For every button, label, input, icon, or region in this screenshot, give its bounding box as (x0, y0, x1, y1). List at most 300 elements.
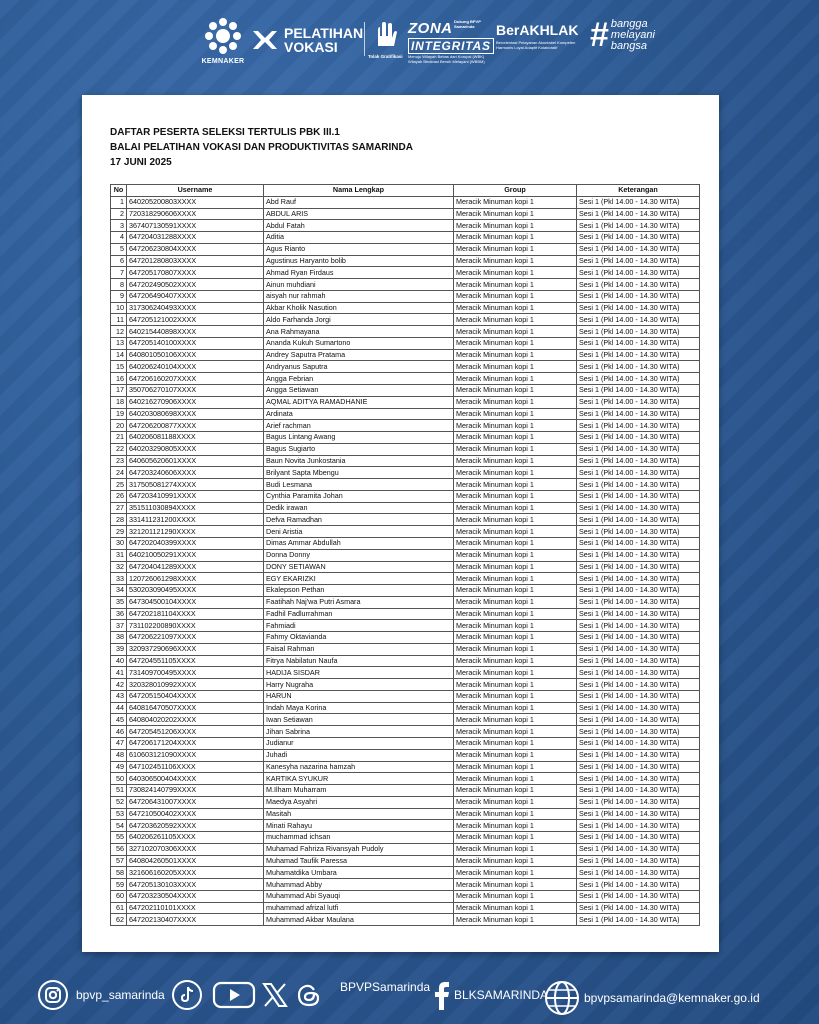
cell-group: Meracik Minuman kopi 1 (454, 385, 577, 397)
cell-keterangan: Sesi 1 (Pkl 14.00 - 14.30 WITA) (577, 267, 700, 279)
cell-no: 26 (111, 490, 127, 502)
cell-no: 4 (111, 232, 127, 244)
berakhlak-description: Berorientasi Pelayanan Akuntabel Kompeten Harmonis Loyal Adaptif Kolaboratif (496, 40, 576, 50)
cell-nama-lengkap: Budi Lesmana (264, 479, 454, 491)
table-row (111, 314, 700, 326)
cell-keterangan: Sesi 1 (Pkl 14.00 - 14.30 WITA) (577, 832, 700, 844)
title-line-1: DAFTAR PESERTA SELEKSI TERTULIS PBK III.1 (110, 127, 340, 138)
cell-no: 39 (111, 643, 127, 655)
cell-group: Meracik Minuman kopi 1 (454, 408, 577, 420)
cell-no: 36 (111, 608, 127, 620)
title-line-2: BALAI PELATIHAN VOKASI DAN PRODUKTIVITAS SAMARINDA (110, 142, 413, 153)
cell-keterangan: Sesi 1 (Pkl 14.00 - 14.30 WITA) (577, 243, 700, 255)
cell-username: 317306240493XXXX (127, 302, 264, 314)
cell-no: 2 (111, 208, 127, 220)
cell-no: 38 (111, 632, 127, 644)
instagram-handle: bpvp_samarinda (76, 988, 165, 1002)
cell-no: 31 (111, 549, 127, 561)
cell-no: 43 (111, 690, 127, 702)
cell-nama-lengkap: Indah Maya Korina (264, 702, 454, 714)
bpvpsamarinda-handle: BPVPSamarinda (340, 980, 431, 994)
cell-nama-lengkap: Deni Aristia (264, 526, 454, 538)
table-row (111, 537, 700, 549)
cell-no: 24 (111, 467, 127, 479)
cell-group: Meracik Minuman kopi 1 (454, 420, 577, 432)
cell-username: 647206221097XXXX (127, 632, 264, 644)
cell-no: 58 (111, 867, 127, 879)
cell-group: Meracik Minuman kopi 1 (454, 396, 577, 408)
kemnaker-logo (198, 16, 248, 78)
table-row (111, 820, 700, 832)
cell-keterangan: Sesi 1 (Pkl 14.00 - 14.30 WITA) (577, 537, 700, 549)
cell-no: 27 (111, 502, 127, 514)
cell-username: 120726061298XXXX (127, 573, 264, 585)
cell-keterangan: Sesi 1 (Pkl 14.00 - 14.30 WITA) (577, 632, 700, 644)
cell-keterangan: Sesi 1 (Pkl 14.00 - 14.30 WITA) (577, 585, 700, 597)
cell-username: 647206431007XXXX (127, 796, 264, 808)
table-row (111, 608, 700, 620)
cell-nama-lengkap: Jihan Sabrina (264, 726, 454, 738)
cell-nama-lengkap: Donna Donny (264, 549, 454, 561)
threads-link[interactable] (294, 980, 324, 1010)
cell-group: Meracik Minuman kopi 1 (454, 867, 577, 879)
cell-nama-lengkap: Angga Setiawan (264, 385, 454, 397)
cell-no: 32 (111, 561, 127, 573)
cell-no: 59 (111, 879, 127, 891)
cell-group: Meracik Minuman kopi 1 (454, 690, 577, 702)
cell-keterangan: Sesi 1 (Pkl 14.00 - 14.30 WITA) (577, 443, 700, 455)
cell-nama-lengkap: Harry Nugraha (264, 679, 454, 691)
cell-keterangan: Sesi 1 (Pkl 14.00 - 14.30 WITA) (577, 773, 700, 785)
document-title (110, 125, 413, 170)
facebook-icon (432, 980, 452, 1010)
hashtag-icon: # (590, 16, 609, 54)
table-row (111, 585, 700, 597)
cell-nama-lengkap: Masitah (264, 808, 454, 820)
cell-no: 7 (111, 267, 127, 279)
cell-group: Meracik Minuman kopi 1 (454, 467, 577, 479)
cell-nama-lengkap: Muhamatdika Umbara (264, 867, 454, 879)
cell-keterangan: Sesi 1 (Pkl 14.00 - 14.30 WITA) (577, 843, 700, 855)
cell-keterangan: Sesi 1 (Pkl 14.00 - 14.30 WITA) (577, 337, 700, 349)
cell-no: 45 (111, 714, 127, 726)
cell-no: 16 (111, 373, 127, 385)
cell-nama-lengkap: Maedya Asyahri (264, 796, 454, 808)
table-row (111, 879, 700, 891)
cell-nama-lengkap: HADIJA SISDAR (264, 667, 454, 679)
cell-nama-lengkap: Muhamad Taufik Paressa (264, 855, 454, 867)
cell-keterangan: Sesi 1 (Pkl 14.00 - 14.30 WITA) (577, 290, 700, 302)
cell-group: Meracik Minuman kopi 1 (454, 432, 577, 444)
cell-no: 17 (111, 385, 127, 397)
cell-group: Meracik Minuman kopi 1 (454, 679, 577, 691)
berakhlak-logo (496, 22, 591, 50)
cell-no: 44 (111, 702, 127, 714)
cell-no: 21 (111, 432, 127, 444)
table-row (111, 914, 700, 926)
cell-username: 647201280803XXXX (127, 255, 264, 267)
cell-nama-lengkap: Defva Ramadhan (264, 514, 454, 526)
cell-no: 35 (111, 596, 127, 608)
cell-no: 55 (111, 832, 127, 844)
cell-no: 53 (111, 808, 127, 820)
cell-nama-lengkap: Baun Novita Junkostania (264, 455, 454, 467)
cell-nama-lengkap: Muhammad Abi Syauqi (264, 890, 454, 902)
cell-group: Meracik Minuman kopi 1 (454, 314, 577, 326)
table-row (111, 479, 700, 491)
cell-no: 50 (111, 773, 127, 785)
cell-no: 20 (111, 420, 127, 432)
cell-keterangan: Sesi 1 (Pkl 14.00 - 14.30 WITA) (577, 737, 700, 749)
table-row (111, 714, 700, 726)
cell-keterangan: Sesi 1 (Pkl 14.00 - 14.30 WITA) (577, 561, 700, 573)
cell-group: Meracik Minuman kopi 1 (454, 761, 577, 773)
email-link[interactable] (544, 980, 760, 1016)
cell-no: 37 (111, 620, 127, 632)
web-globe-icon (544, 980, 580, 1016)
x-twitter-link[interactable] (260, 980, 290, 1010)
table-row (111, 385, 700, 397)
cell-nama-lengkap: Ahmad Ryan Firdaus (264, 267, 454, 279)
kemnaker-label: KEMNAKER (201, 58, 245, 65)
cell-nama-lengkap: Ana Rahmayana (264, 326, 454, 338)
cell-nama-lengkap: Agustinus Haryanto bolib (264, 255, 454, 267)
cell-no: 33 (111, 573, 127, 585)
bangga-melayani-bangsa-logo (590, 18, 655, 52)
cell-keterangan: Sesi 1 (Pkl 14.00 - 14.30 WITA) (577, 455, 700, 467)
cell-no: 13 (111, 337, 127, 349)
cell-username: 640210050291XXXX (127, 549, 264, 561)
threads-icon (294, 980, 324, 1010)
cell-group: Meracik Minuman kopi 1 (454, 279, 577, 291)
table-row (111, 749, 700, 761)
cell-keterangan: Sesi 1 (Pkl 14.00 - 14.30 WITA) (577, 349, 700, 361)
document-page (82, 95, 719, 952)
cell-nama-lengkap: Judianur (264, 737, 454, 749)
cell-keterangan: Sesi 1 (Pkl 14.00 - 14.30 WITA) (577, 549, 700, 561)
cell-group: Meracik Minuman kopi 1 (454, 914, 577, 926)
cell-no: 3 (111, 220, 127, 232)
column-header-no: No (111, 185, 127, 197)
cell-group: Meracik Minuman kopi 1 (454, 220, 577, 232)
cell-nama-lengkap: Muhamad Fahriza Rivansyah Pudoly (264, 843, 454, 855)
cell-username: 351511030894XXXX (127, 502, 264, 514)
cell-group: Meracik Minuman kopi 1 (454, 455, 577, 467)
cell-group: Meracik Minuman kopi 1 (454, 290, 577, 302)
table-row (111, 455, 700, 467)
cell-keterangan: Sesi 1 (Pkl 14.00 - 14.30 WITA) (577, 655, 700, 667)
table-row (111, 737, 700, 749)
x-icon (260, 980, 290, 1010)
bpvpsamarinda-handle-link[interactable] (332, 980, 430, 994)
cell-nama-lengkap: Kanesyha nazarina hamzah (264, 761, 454, 773)
cell-nama-lengkap: KARTIKA SYUKUR (264, 773, 454, 785)
cell-keterangan: Sesi 1 (Pkl 14.00 - 14.30 WITA) (577, 620, 700, 632)
table-body (111, 196, 700, 925)
cell-no: 22 (111, 443, 127, 455)
cell-nama-lengkap: aisyah nur rahmah (264, 290, 454, 302)
cell-group: Meracik Minuman kopi 1 (454, 796, 577, 808)
cell-username: 647205170807XXXX (127, 267, 264, 279)
cell-keterangan: Sesi 1 (Pkl 14.00 - 14.30 WITA) (577, 702, 700, 714)
cell-keterangan: Sesi 1 (Pkl 14.00 - 14.30 WITA) (577, 714, 700, 726)
email-address: bpvpsamarinda@kemnaker.go.id (584, 991, 760, 1005)
cell-group: Meracik Minuman kopi 1 (454, 726, 577, 738)
cell-nama-lengkap: Abdul Fatah (264, 220, 454, 232)
cell-no: 19 (111, 408, 127, 420)
cell-username: 640605620601XXXX (127, 455, 264, 467)
cell-nama-lengkap: Juhadi (264, 749, 454, 761)
cell-group: Meracik Minuman kopi 1 (454, 902, 577, 914)
cell-nama-lengkap: AQMAL ADITYA RAMADHANIE (264, 396, 454, 408)
table-row (111, 832, 700, 844)
cell-keterangan: Sesi 1 (Pkl 14.00 - 14.30 WITA) (577, 514, 700, 526)
cell-group: Meracik Minuman kopi 1 (454, 479, 577, 491)
cell-nama-lengkap: Ananda Kukuh Sumartono (264, 337, 454, 349)
cell-keterangan: Sesi 1 (Pkl 14.00 - 14.30 WITA) (577, 914, 700, 926)
cell-group: Meracik Minuman kopi 1 (454, 373, 577, 385)
cell-username: 640203290805XXXX (127, 443, 264, 455)
cell-group: Meracik Minuman kopi 1 (454, 737, 577, 749)
cell-group: Meracik Minuman kopi 1 (454, 773, 577, 785)
berakhlak-title: BerAKHLAK (496, 22, 579, 38)
table-row (111, 690, 700, 702)
table-row (111, 361, 700, 373)
table-row (111, 902, 700, 914)
table-row (111, 220, 700, 232)
table-row (111, 549, 700, 561)
table-row (111, 573, 700, 585)
cell-keterangan: Sesi 1 (Pkl 14.00 - 14.30 WITA) (577, 302, 700, 314)
cell-group: Meracik Minuman kopi 1 (454, 620, 577, 632)
cell-nama-lengkap: HARUN (264, 690, 454, 702)
cell-keterangan: Sesi 1 (Pkl 14.00 - 14.30 WITA) (577, 608, 700, 620)
cell-username: 367407130591XXXX (127, 220, 264, 232)
cell-keterangan: Sesi 1 (Pkl 14.00 - 14.30 WITA) (577, 232, 700, 244)
cell-group: Meracik Minuman kopi 1 (454, 349, 577, 361)
cell-username: 647205451206XXXX (127, 726, 264, 738)
table-row (111, 267, 700, 279)
bangga-word-3: bangsa (610, 39, 648, 52)
cell-no: 28 (111, 514, 127, 526)
table-row (111, 526, 700, 538)
cell-nama-lengkap: muchammad ichsan (264, 832, 454, 844)
cell-group: Meracik Minuman kopi 1 (454, 843, 577, 855)
cell-no: 18 (111, 396, 127, 408)
cell-username: 610603121090XXXX (127, 749, 264, 761)
table-row (111, 643, 700, 655)
cell-keterangan: Sesi 1 (Pkl 14.00 - 14.30 WITA) (577, 396, 700, 408)
cell-username: 647205121002XXXX (127, 314, 264, 326)
cell-username: 640206240104XXXX (127, 361, 264, 373)
cell-nama-lengkap: Dedik irawan (264, 502, 454, 514)
cell-keterangan: Sesi 1 (Pkl 14.00 - 14.30 WITA) (577, 490, 700, 502)
cell-group: Meracik Minuman kopi 1 (454, 361, 577, 373)
facebook-link[interactable] (432, 980, 548, 1010)
pelatihan-line1: PELATIHAN (284, 25, 364, 41)
footer-social-bar (0, 972, 819, 1022)
table-row (111, 596, 700, 608)
table-row (111, 373, 700, 385)
tiktok-icon (172, 980, 202, 1010)
cell-group: Meracik Minuman kopi 1 (454, 879, 577, 891)
table-row (111, 632, 700, 644)
cell-no: 23 (111, 455, 127, 467)
table-row (111, 302, 700, 314)
cell-keterangan: Sesi 1 (Pkl 14.00 - 14.30 WITA) (577, 279, 700, 291)
cell-username: 320328010992XXXX (127, 679, 264, 691)
cell-keterangan: Sesi 1 (Pkl 14.00 - 14.30 WITA) (577, 573, 700, 585)
cell-nama-lengkap: muhammad afrizal lutfi (264, 902, 454, 914)
cell-nama-lengkap: Fitrya Nabilatun Naufa (264, 655, 454, 667)
cell-no: 40 (111, 655, 127, 667)
column-header-nama-lengkap: Nama Lengkap (264, 185, 454, 197)
cell-username: 320937290696XXXX (127, 643, 264, 655)
cell-no: 14 (111, 349, 127, 361)
cell-username: 640804020202XXXX (127, 714, 264, 726)
cell-username: 647206200877XXXX (127, 420, 264, 432)
cell-username: 640205200803XXXX (127, 196, 264, 208)
bangga-word-2: melayani (610, 28, 655, 41)
table-row (111, 561, 700, 573)
cell-username: 730824140799XXXX (127, 785, 264, 797)
cell-nama-lengkap: Cynthia Paramita Johan (264, 490, 454, 502)
cell-group: Meracik Minuman kopi 1 (454, 785, 577, 797)
cell-username: 530203090495XXXX (127, 585, 264, 597)
cell-group: Meracik Minuman kopi 1 (454, 255, 577, 267)
table-row (111, 290, 700, 302)
cell-group: Meracik Minuman kopi 1 (454, 714, 577, 726)
cell-username: 647203230504XXXX (127, 890, 264, 902)
kemnaker-gear-icon (203, 16, 243, 56)
cell-no: 60 (111, 890, 127, 902)
cell-group: Meracik Minuman kopi 1 (454, 337, 577, 349)
cell-keterangan: Sesi 1 (Pkl 14.00 - 14.30 WITA) (577, 526, 700, 538)
cell-no: 9 (111, 290, 127, 302)
cell-group: Meracik Minuman kopi 1 (454, 832, 577, 844)
cell-no: 15 (111, 361, 127, 373)
cell-keterangan: Sesi 1 (Pkl 14.00 - 14.30 WITA) (577, 890, 700, 902)
cell-username: 647204551105XXXX (127, 655, 264, 667)
tiktok-link[interactable] (172, 980, 202, 1010)
cell-keterangan: Sesi 1 (Pkl 14.00 - 14.30 WITA) (577, 196, 700, 208)
cell-keterangan: Sesi 1 (Pkl 14.00 - 14.30 WITA) (577, 314, 700, 326)
cell-keterangan: Sesi 1 (Pkl 14.00 - 14.30 WITA) (577, 408, 700, 420)
tolak-gratifikasi-hand-icon (370, 18, 402, 50)
cell-no: 34 (111, 585, 127, 597)
cell-nama-lengkap: Faisal Rahman (264, 643, 454, 655)
table-row (111, 255, 700, 267)
cell-no: 51 (111, 785, 127, 797)
cell-no: 29 (111, 526, 127, 538)
cell-username: 640215440898XXXX (127, 326, 264, 338)
cell-username: 640206261105XXXX (127, 832, 264, 844)
cell-username: 350706270107XXXX (127, 385, 264, 397)
cell-no: 52 (111, 796, 127, 808)
table-row (111, 279, 700, 291)
cell-keterangan: Sesi 1 (Pkl 14.00 - 14.30 WITA) (577, 749, 700, 761)
cell-group: Meracik Minuman kopi 1 (454, 808, 577, 820)
cell-no: 62 (111, 914, 127, 926)
cell-keterangan: Sesi 1 (Pkl 14.00 - 14.30 WITA) (577, 467, 700, 479)
table-row (111, 196, 700, 208)
cell-nama-lengkap: Bagus Lintang Awang (264, 432, 454, 444)
cell-no: 46 (111, 726, 127, 738)
cell-nama-lengkap: Ainun muhdiani (264, 279, 454, 291)
cell-keterangan: Sesi 1 (Pkl 14.00 - 14.30 WITA) (577, 879, 700, 891)
table-row (111, 490, 700, 502)
cell-username: 640804260501XXXX (127, 855, 264, 867)
cell-group: Meracik Minuman kopi 1 (454, 608, 577, 620)
table-row (111, 808, 700, 820)
cell-nama-lengkap: M.Ilham Muharram (264, 785, 454, 797)
cell-group: Meracik Minuman kopi 1 (454, 667, 577, 679)
cell-keterangan: Sesi 1 (Pkl 14.00 - 14.30 WITA) (577, 479, 700, 491)
cell-nama-lengkap: ABDUL ARIS (264, 208, 454, 220)
cell-no: 47 (111, 737, 127, 749)
cell-keterangan: Sesi 1 (Pkl 14.00 - 14.30 WITA) (577, 326, 700, 338)
cell-nama-lengkap: DONY SETIAWAN (264, 561, 454, 573)
cell-keterangan: Sesi 1 (Pkl 14.00 - 14.30 WITA) (577, 796, 700, 808)
table-row (111, 396, 700, 408)
cell-keterangan: Sesi 1 (Pkl 14.00 - 14.30 WITA) (577, 361, 700, 373)
cell-username: 647304500104XXXX (127, 596, 264, 608)
pelatihan-line2: VOKASI (284, 39, 338, 55)
participant-table (110, 184, 700, 926)
cell-group: Meracik Minuman kopi 1 (454, 208, 577, 220)
youtube-icon (212, 980, 256, 1010)
cell-no: 8 (111, 279, 127, 291)
table-row (111, 243, 700, 255)
cell-nama-lengkap: Arief rachman (264, 420, 454, 432)
cell-username: 647205150404XXXX (127, 690, 264, 702)
cell-username: 640816470507XXXX (127, 702, 264, 714)
cell-nama-lengkap: Dimas Ammar Abdullah (264, 537, 454, 549)
cell-username: 647206171204XXXX (127, 737, 264, 749)
zona-badge: Dukung BPVP Samarinda (454, 19, 481, 29)
cell-keterangan: Sesi 1 (Pkl 14.00 - 14.30 WITA) (577, 502, 700, 514)
youtube-link[interactable] (212, 980, 256, 1010)
table-row (111, 726, 700, 738)
cell-nama-lengkap: Iwan Setiawan (264, 714, 454, 726)
cell-keterangan: Sesi 1 (Pkl 14.00 - 14.30 WITA) (577, 808, 700, 820)
cell-no: 1 (111, 196, 127, 208)
cell-nama-lengkap: Aldo Farhanda Jorgi (264, 314, 454, 326)
cell-username: 647205130103XXXX (127, 879, 264, 891)
table-row (111, 467, 700, 479)
cell-no: 41 (111, 667, 127, 679)
cell-nama-lengkap: Akbar Kholik Nasution (264, 302, 454, 314)
table-row (111, 667, 700, 679)
table-row (111, 502, 700, 514)
column-header-username: Username (127, 185, 264, 197)
cell-keterangan: Sesi 1 (Pkl 14.00 - 14.30 WITA) (577, 596, 700, 608)
table-row (111, 208, 700, 220)
table-row (111, 785, 700, 797)
cell-username: 647204041289XXXX (127, 561, 264, 573)
cell-keterangan: Sesi 1 (Pkl 14.00 - 14.30 WITA) (577, 867, 700, 879)
cell-username: 731102200890XXXX (127, 620, 264, 632)
zona-description: Menuju Wilayah Bebas dari Korupsi (WBK) Wilayah Birokrasi Bersih Melayani (WBBM) (408, 54, 485, 64)
cell-username: 647203620592XXXX (127, 820, 264, 832)
cell-username: 720318290606XXXX (127, 208, 264, 220)
cell-nama-lengkap: Andrey Saputra Pratama (264, 349, 454, 361)
cell-group: Meracik Minuman kopi 1 (454, 232, 577, 244)
instagram-link[interactable] (38, 980, 165, 1010)
cell-no: 5 (111, 243, 127, 255)
cell-no: 49 (111, 761, 127, 773)
cell-username: 647206490407XXXX (127, 290, 264, 302)
